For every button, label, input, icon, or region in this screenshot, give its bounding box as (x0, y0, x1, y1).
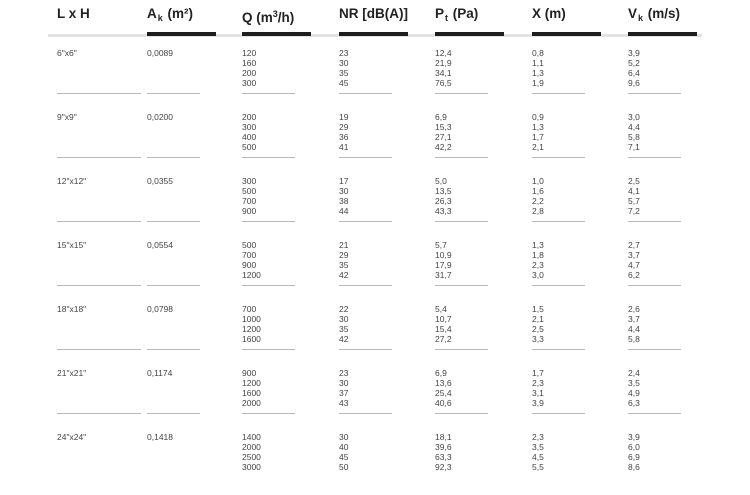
throw-values (532, 48, 544, 88)
pressure-value: 26,3 (435, 196, 452, 206)
row-divider (242, 157, 295, 158)
noise-values (339, 112, 348, 152)
velocity-value: 3,5 (628, 378, 640, 388)
noise-value: 38 (339, 196, 349, 206)
flow-values (242, 240, 261, 280)
throw-value: 1,3 (532, 68, 544, 78)
pressure-value: 18,1 (435, 432, 452, 442)
row-divider (339, 413, 392, 414)
flow-value: 2000 (242, 398, 261, 408)
noise-values (339, 240, 348, 280)
flow-value: 1600 (242, 388, 261, 398)
header-flow-label: Q (m (242, 10, 273, 25)
velocity-value: 9,6 (628, 78, 640, 88)
velocity-value: 2,5 (628, 176, 640, 186)
header-velocity (628, 6, 680, 26)
noise-value: 36 (339, 132, 349, 142)
row-divider (532, 221, 585, 222)
velocity-value: 4,9 (628, 388, 640, 398)
size-cell: 15"x15" (57, 240, 87, 250)
row-divider (242, 221, 295, 222)
pressure-values (435, 112, 452, 152)
pressure-value: 25,4 (435, 388, 452, 398)
velocity-value: 6,0 (628, 442, 640, 452)
size-cell: 21"x21" (57, 368, 87, 378)
row-divider (435, 413, 488, 414)
velocity-values (628, 432, 640, 472)
header-area-bar (147, 32, 216, 36)
row-divider (532, 349, 585, 350)
noise-value: 50 (339, 462, 349, 472)
flow-value: 200 (242, 112, 257, 122)
noise-value: 23 (339, 48, 349, 58)
pressure-value: 6,9 (435, 112, 447, 122)
pressure-values (435, 432, 452, 472)
velocity-value: 6,9 (628, 452, 640, 462)
noise-value: 35 (339, 324, 349, 334)
header-throw (532, 6, 566, 22)
header-flow-bar (242, 32, 311, 36)
table-row (0, 229, 750, 293)
row-divider (628, 413, 681, 414)
row-divider (628, 221, 681, 222)
flow-value: 500 (242, 186, 257, 196)
row-divider (339, 285, 392, 286)
velocity-value: 6,3 (628, 398, 640, 408)
velocity-value: 3,7 (628, 314, 640, 324)
pressure-values (435, 240, 452, 280)
row-divider (339, 93, 392, 94)
row-divider (435, 93, 488, 94)
row-divider (57, 413, 141, 414)
pressure-value: 39,6 (435, 442, 452, 452)
throw-value: 1,5 (532, 304, 544, 314)
pressure-value: 5,4 (435, 304, 447, 314)
throw-value: 1,9 (532, 78, 544, 88)
throw-value: 4,5 (532, 452, 544, 462)
noise-value: 30 (339, 314, 349, 324)
throw-value: 3,5 (532, 442, 544, 452)
header-pressure-label: P (435, 6, 445, 21)
velocity-value: 2,4 (628, 368, 640, 378)
pressure-value: 92,3 (435, 462, 452, 472)
noise-value: 37 (339, 388, 349, 398)
flow-value: 700 (242, 304, 257, 314)
header-noise (339, 6, 408, 22)
flow-values (242, 48, 256, 88)
throw-value: 1,1 (532, 58, 544, 68)
row-divider (57, 157, 141, 158)
pressure-value: 43,3 (435, 206, 452, 216)
throw-value: 1,0 (532, 176, 544, 186)
pressure-value: 10,7 (435, 314, 452, 324)
velocity-value: 4,4 (628, 324, 640, 334)
header-throw-label: X (m) (532, 6, 566, 21)
throw-values (532, 304, 544, 344)
throw-value: 2,1 (532, 314, 544, 324)
row-divider (532, 285, 585, 286)
row-divider (57, 285, 141, 286)
velocity-value: 4,1 (628, 186, 640, 196)
size-cell: 24"x24" (57, 432, 87, 442)
flow-value: 900 (242, 260, 257, 270)
flow-values (242, 432, 261, 472)
velocity-value: 7,1 (628, 142, 640, 152)
row-divider (339, 349, 392, 350)
velocity-value: 2,7 (628, 240, 640, 250)
row-divider (435, 285, 488, 286)
pressure-value: 12,4 (435, 48, 452, 58)
pressure-values (435, 176, 452, 216)
noise-value: 42 (339, 334, 349, 344)
velocity-value: 3,9 (628, 48, 640, 58)
flow-value: 200 (242, 68, 257, 78)
row-divider (435, 157, 488, 158)
velocity-value: 7,2 (628, 206, 640, 216)
area-cell: 0,1174 (147, 368, 173, 378)
header-flow-superscript: 3 (272, 9, 278, 19)
row-divider (628, 349, 681, 350)
row-divider (147, 221, 200, 222)
table-row (0, 37, 750, 101)
velocity-value: 6,4 (628, 68, 640, 78)
pressure-values (435, 368, 452, 408)
throw-value: 1,8 (532, 250, 544, 260)
header-throw-bar (532, 32, 601, 36)
pressure-value: 10,9 (435, 250, 452, 260)
velocity-value: 5,7 (628, 196, 640, 206)
throw-value: 3,1 (532, 388, 544, 398)
noise-value: 35 (339, 260, 349, 270)
header-pressure (435, 6, 478, 26)
noise-value: 45 (339, 452, 349, 462)
velocity-value: 3,9 (628, 432, 640, 442)
table-row (0, 293, 750, 357)
throw-value: 2,5 (532, 324, 544, 334)
row-divider (147, 413, 200, 414)
header-velocity-label: V (628, 6, 638, 21)
row-divider (242, 413, 295, 414)
noise-value: 22 (339, 304, 349, 314)
pressure-value: 27,2 (435, 334, 452, 344)
table-row (0, 101, 750, 165)
flow-value: 1000 (242, 314, 261, 324)
flow-value: 700 (242, 250, 257, 260)
throw-values (532, 368, 544, 408)
throw-value: 5,5 (532, 462, 544, 472)
throw-values (532, 240, 544, 280)
pressure-value: 21,9 (435, 58, 452, 68)
header-velocity-bar (628, 32, 697, 36)
pressure-value: 13,5 (435, 186, 452, 196)
header-area (147, 6, 193, 26)
velocity-value: 2,6 (628, 304, 640, 314)
header-noise-label: NR [dB(A)] (339, 6, 408, 21)
velocity-values (628, 368, 640, 408)
pressure-value: 5,7 (435, 240, 447, 250)
throw-value: 3,3 (532, 334, 544, 344)
header-noise-bar (339, 32, 408, 36)
throw-value: 1,3 (532, 240, 544, 250)
noise-value: 23 (339, 368, 349, 378)
pressure-value: 15,3 (435, 122, 452, 132)
row-divider (242, 349, 295, 350)
noise-value: 43 (339, 398, 349, 408)
flow-value: 500 (242, 142, 257, 152)
throw-value: 1,7 (532, 132, 544, 142)
flow-value: 1400 (242, 432, 261, 442)
noise-value: 30 (339, 58, 349, 68)
header-size-label: L x H (57, 6, 90, 21)
velocity-value: 4,4 (628, 122, 640, 132)
row-divider (435, 349, 488, 350)
velocity-values (628, 176, 640, 216)
flow-value: 1200 (242, 324, 261, 334)
row-divider (242, 285, 295, 286)
velocity-value: 6,2 (628, 270, 640, 280)
noise-value: 35 (339, 68, 349, 78)
throw-value: 2,3 (532, 432, 544, 442)
throw-values (532, 176, 544, 216)
flow-values (242, 368, 261, 408)
table-row (0, 421, 750, 485)
header-area-subscript: k (157, 13, 163, 23)
header-pressure-subscript: t (445, 13, 449, 23)
pressure-value: 40,6 (435, 398, 452, 408)
table-row (0, 357, 750, 421)
pressure-value: 42,2 (435, 142, 452, 152)
flow-value: 3000 (242, 462, 261, 472)
pressure-value: 63,3 (435, 452, 452, 462)
row-divider (628, 285, 681, 286)
throw-value: 0,9 (532, 112, 544, 122)
size-cell: 18"x18" (57, 304, 87, 314)
noise-values (339, 304, 348, 344)
throw-value: 1,6 (532, 186, 544, 196)
pressure-values (435, 304, 452, 344)
header-flow (242, 6, 294, 26)
throw-value: 3,9 (532, 398, 544, 408)
header-area-unit: (m²) (167, 6, 194, 21)
pressure-value: 76,5 (435, 78, 452, 88)
velocity-value: 4,7 (628, 260, 640, 270)
flow-value: 2500 (242, 452, 261, 462)
row-divider (147, 285, 200, 286)
size-cell: 6"x6" (57, 48, 77, 58)
header-pressure-bar (435, 32, 504, 36)
throw-value: 2,3 (532, 260, 544, 270)
flow-value: 120 (242, 48, 257, 58)
flow-value: 300 (242, 176, 257, 186)
row-divider (57, 349, 141, 350)
noise-value: 40 (339, 442, 349, 452)
noise-values (339, 48, 348, 88)
header-flow-unit: /h) (277, 10, 295, 25)
noise-value: 44 (339, 206, 349, 216)
noise-values (339, 432, 348, 472)
velocity-values (628, 240, 640, 280)
noise-value: 21 (339, 240, 349, 250)
flow-values (242, 176, 256, 216)
row-divider (242, 93, 295, 94)
noise-value: 30 (339, 432, 349, 442)
noise-value: 29 (339, 250, 349, 260)
flow-value: 700 (242, 196, 257, 206)
throw-value: 1,7 (532, 368, 544, 378)
row-divider (532, 93, 585, 94)
flow-value: 1200 (242, 270, 261, 280)
size-cell: 12"x12" (57, 176, 87, 186)
noise-values (339, 176, 348, 216)
pressure-value: 13,6 (435, 378, 452, 388)
noise-value: 29 (339, 122, 349, 132)
throw-value: 2,8 (532, 206, 544, 216)
row-divider (532, 413, 585, 414)
throw-value: 0,8 (532, 48, 544, 58)
row-divider (147, 93, 200, 94)
velocity-value: 5,2 (628, 58, 640, 68)
flow-value: 500 (242, 240, 257, 250)
area-cell: 0,1418 (147, 432, 173, 442)
row-divider (147, 157, 200, 158)
velocity-values (628, 304, 640, 344)
area-cell: 0,0200 (147, 112, 173, 122)
velocity-values (628, 112, 640, 152)
velocity-value: 8,6 (628, 462, 640, 472)
area-cell: 0,0554 (147, 240, 173, 250)
pressure-value: 17,9 (435, 260, 452, 270)
flow-values (242, 304, 261, 344)
pressure-value: 31,7 (435, 270, 452, 280)
noise-value: 19 (339, 112, 349, 122)
row-divider (339, 221, 392, 222)
header-size (57, 6, 90, 22)
flow-value: 1200 (242, 378, 261, 388)
pressure-value: 15,4 (435, 324, 452, 334)
row-divider (628, 157, 681, 158)
throw-value: 2,3 (532, 378, 544, 388)
flow-value: 900 (242, 206, 257, 216)
flow-values (242, 112, 256, 152)
velocity-value: 5,8 (628, 132, 640, 142)
noise-value: 30 (339, 378, 349, 388)
pressure-value: 27,1 (435, 132, 452, 142)
throw-values (532, 432, 544, 472)
row-divider (57, 221, 141, 222)
flow-value: 300 (242, 78, 257, 88)
row-divider (628, 93, 681, 94)
throw-values (532, 112, 544, 152)
size-cell: 9"x9" (57, 112, 77, 122)
velocity-values (628, 48, 640, 88)
row-divider (435, 221, 488, 222)
row-divider (147, 349, 200, 350)
row-divider (339, 157, 392, 158)
velocity-value: 5,8 (628, 334, 640, 344)
noise-values (339, 368, 348, 408)
flow-value: 1600 (242, 334, 261, 344)
header-area-label: A (147, 6, 157, 21)
throw-value: 1,3 (532, 122, 544, 132)
area-cell: 0,0355 (147, 176, 173, 186)
throw-value: 2,2 (532, 196, 544, 206)
flow-value: 2000 (242, 442, 261, 452)
area-cell: 0,0089 (147, 48, 173, 58)
flow-value: 160 (242, 58, 257, 68)
flow-value: 400 (242, 132, 257, 142)
velocity-value: 3,0 (628, 112, 640, 122)
throw-value: 2,1 (532, 142, 544, 152)
pressure-value: 5,0 (435, 176, 447, 186)
noise-value: 30 (339, 186, 349, 196)
noise-value: 42 (339, 270, 349, 280)
velocity-value: 3,7 (628, 250, 640, 260)
flow-value: 900 (242, 368, 257, 378)
header-velocity-subscript: k (638, 13, 644, 23)
pressure-value: 6,9 (435, 368, 447, 378)
area-cell: 0,0798 (147, 304, 173, 314)
pressure-value: 34,1 (435, 68, 452, 78)
header-velocity-unit: (m/s) (647, 6, 681, 21)
row-divider (532, 157, 585, 158)
table-row (0, 165, 750, 229)
pressure-values (435, 48, 452, 88)
noise-value: 45 (339, 78, 349, 88)
noise-value: 17 (339, 176, 349, 186)
noise-value: 41 (339, 142, 349, 152)
flow-value: 300 (242, 122, 257, 132)
header-pressure-unit: (Pa) (452, 6, 479, 21)
throw-value: 3,0 (532, 270, 544, 280)
row-divider (57, 93, 141, 94)
